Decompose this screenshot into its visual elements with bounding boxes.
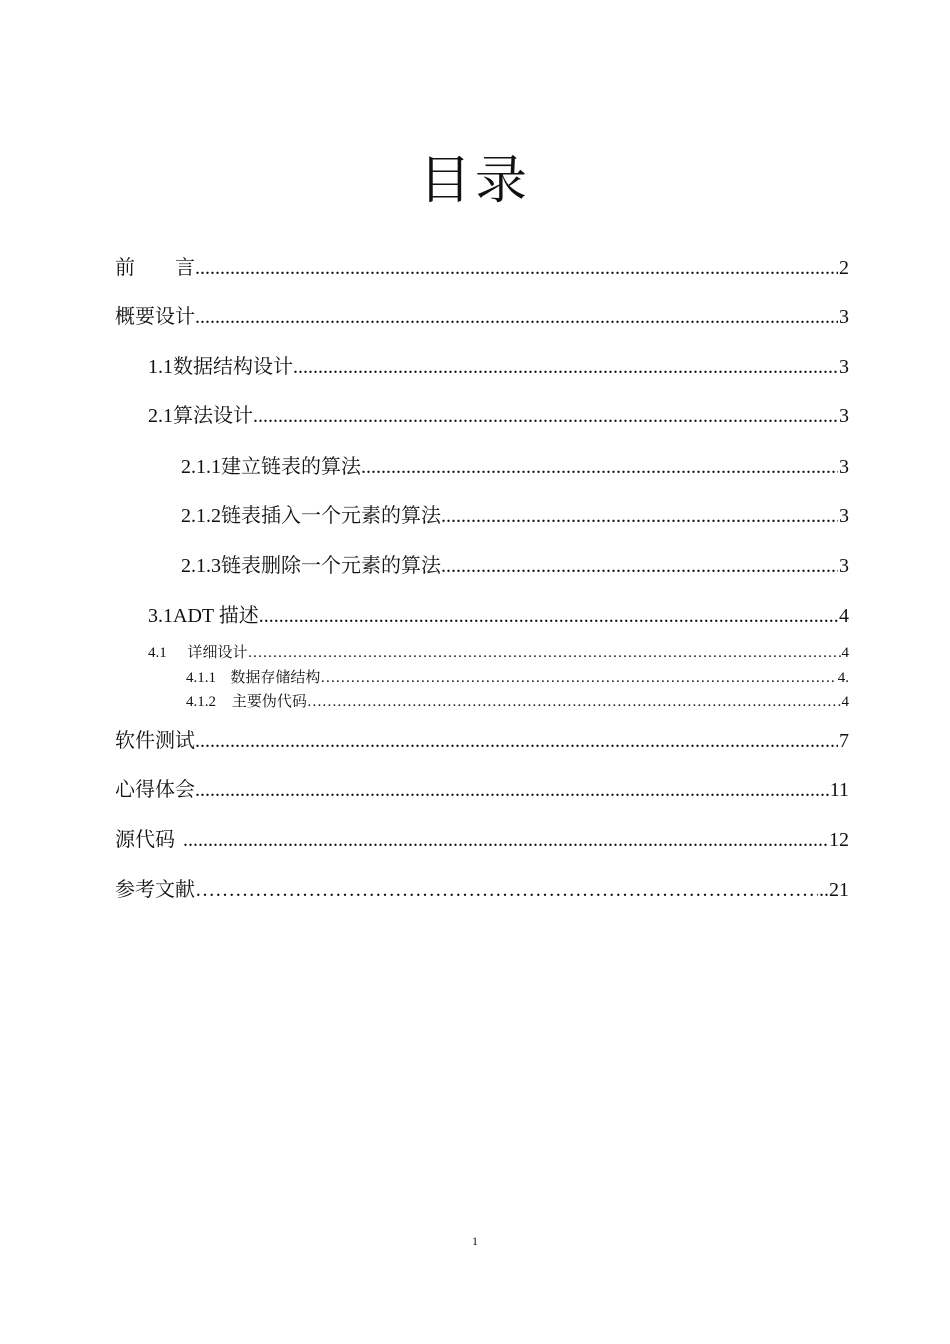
toc-entry-page: 3 (839, 555, 849, 577)
toc-entry-page: 3 (839, 405, 849, 427)
toc-entry-page: 11 (829, 779, 849, 801)
toc-entry-label: 软件测试 (115, 730, 195, 752)
toc-entry-reflections[interactable] (115, 773, 849, 802)
toc-entry-number: 2.1 (148, 405, 173, 427)
toc-entry-overview-design[interactable] (115, 300, 849, 329)
toc-entry-label: 建立链表的算法 (221, 456, 361, 478)
toc-leader (441, 505, 838, 528)
toc-entry-page: 7 (839, 730, 849, 752)
toc-entry-number: 2.1.2 (181, 505, 221, 527)
toc-entry-2-1-3[interactable] (181, 549, 849, 578)
toc-entry-page: ..21 (819, 879, 849, 901)
page-title: 目录 (418, 151, 531, 211)
toc-entry-2-1-2[interactable] (181, 499, 849, 528)
toc-entry-preface[interactable] (115, 251, 849, 280)
toc-entry-label: ADT 描述 (173, 605, 259, 627)
toc-entry-2-1[interactable] (148, 399, 849, 428)
toc-entry-page: 4 (841, 694, 849, 710)
toc-entry-2-1-1[interactable] (181, 450, 849, 479)
toc-entry-number: 3.1 (148, 605, 173, 627)
toc-entry-page: 3 (839, 505, 849, 527)
toc-entry-3-1[interactable] (148, 599, 849, 628)
toc-entry-page: 3 (839, 306, 849, 328)
toc-entry-page: 4 (839, 605, 849, 627)
toc-entry-page: 4. (837, 670, 849, 686)
toc-entry-page: 3 (839, 456, 849, 478)
toc-leader (195, 730, 838, 753)
toc-leader (259, 605, 838, 628)
toc-leader (320, 670, 836, 687)
toc-entry-label: 链表删除一个元素的算法 (221, 555, 441, 577)
toc-entry-4-1-1[interactable] (186, 666, 849, 687)
toc-entry-number: 4.1.1 (186, 670, 216, 686)
toc-entry-number: 1.1 (148, 356, 173, 378)
toc-entry-4-1-2[interactable] (186, 690, 849, 711)
toc-entry-page: 4 (841, 645, 849, 661)
toc-leader (253, 405, 838, 428)
toc-leader (195, 306, 838, 329)
toc-entry-label: 数据结构设计 (173, 356, 293, 378)
toc-entry-number: 4.1.2 (186, 694, 216, 710)
toc-entry-4-1[interactable] (148, 641, 849, 662)
toc-entry-label: 算法设计 (173, 405, 253, 427)
toc-entry-number: 2.1.1 (181, 456, 221, 478)
page-number: 1 (472, 1234, 478, 1248)
toc-leader (361, 456, 838, 479)
toc-entry-label: 概要设计 (115, 306, 195, 328)
toc-leader (195, 879, 818, 902)
toc-entry-label: 链表插入一个元素的算法 (221, 505, 441, 527)
toc-leader (183, 829, 828, 852)
toc-entry-label: 心得体会 (115, 779, 195, 801)
toc-entry-page: 3 (839, 356, 849, 378)
toc-entry-label: 主要伪代码 (231, 694, 307, 710)
toc-entry-references[interactable] (115, 873, 849, 902)
toc-entry-source-code[interactable] (115, 823, 849, 852)
toc-entry-software-testing[interactable] (115, 724, 849, 753)
toc-entry-label: 源代码 (115, 829, 175, 851)
toc-leader (441, 555, 838, 578)
toc-entry-1-1[interactable] (148, 350, 849, 379)
toc-entry-label: 数据存储结构 (230, 670, 321, 686)
toc-leader (248, 645, 841, 662)
toc-entry-number: 4.1 (148, 645, 167, 661)
toc-entry-number: 2.1.3 (181, 555, 221, 577)
toc-leader (195, 257, 838, 280)
toc-leader (195, 779, 829, 802)
toc-entry-label: 参考文献 (115, 879, 195, 901)
toc-leader (293, 356, 838, 379)
toc-entry-label: 详细设计 (187, 645, 248, 661)
toc-entry-label: 前 言 (115, 257, 195, 279)
toc-entry-page: 2 (839, 257, 849, 279)
toc-entry-page: 12 (829, 829, 849, 851)
toc-leader (307, 694, 841, 711)
